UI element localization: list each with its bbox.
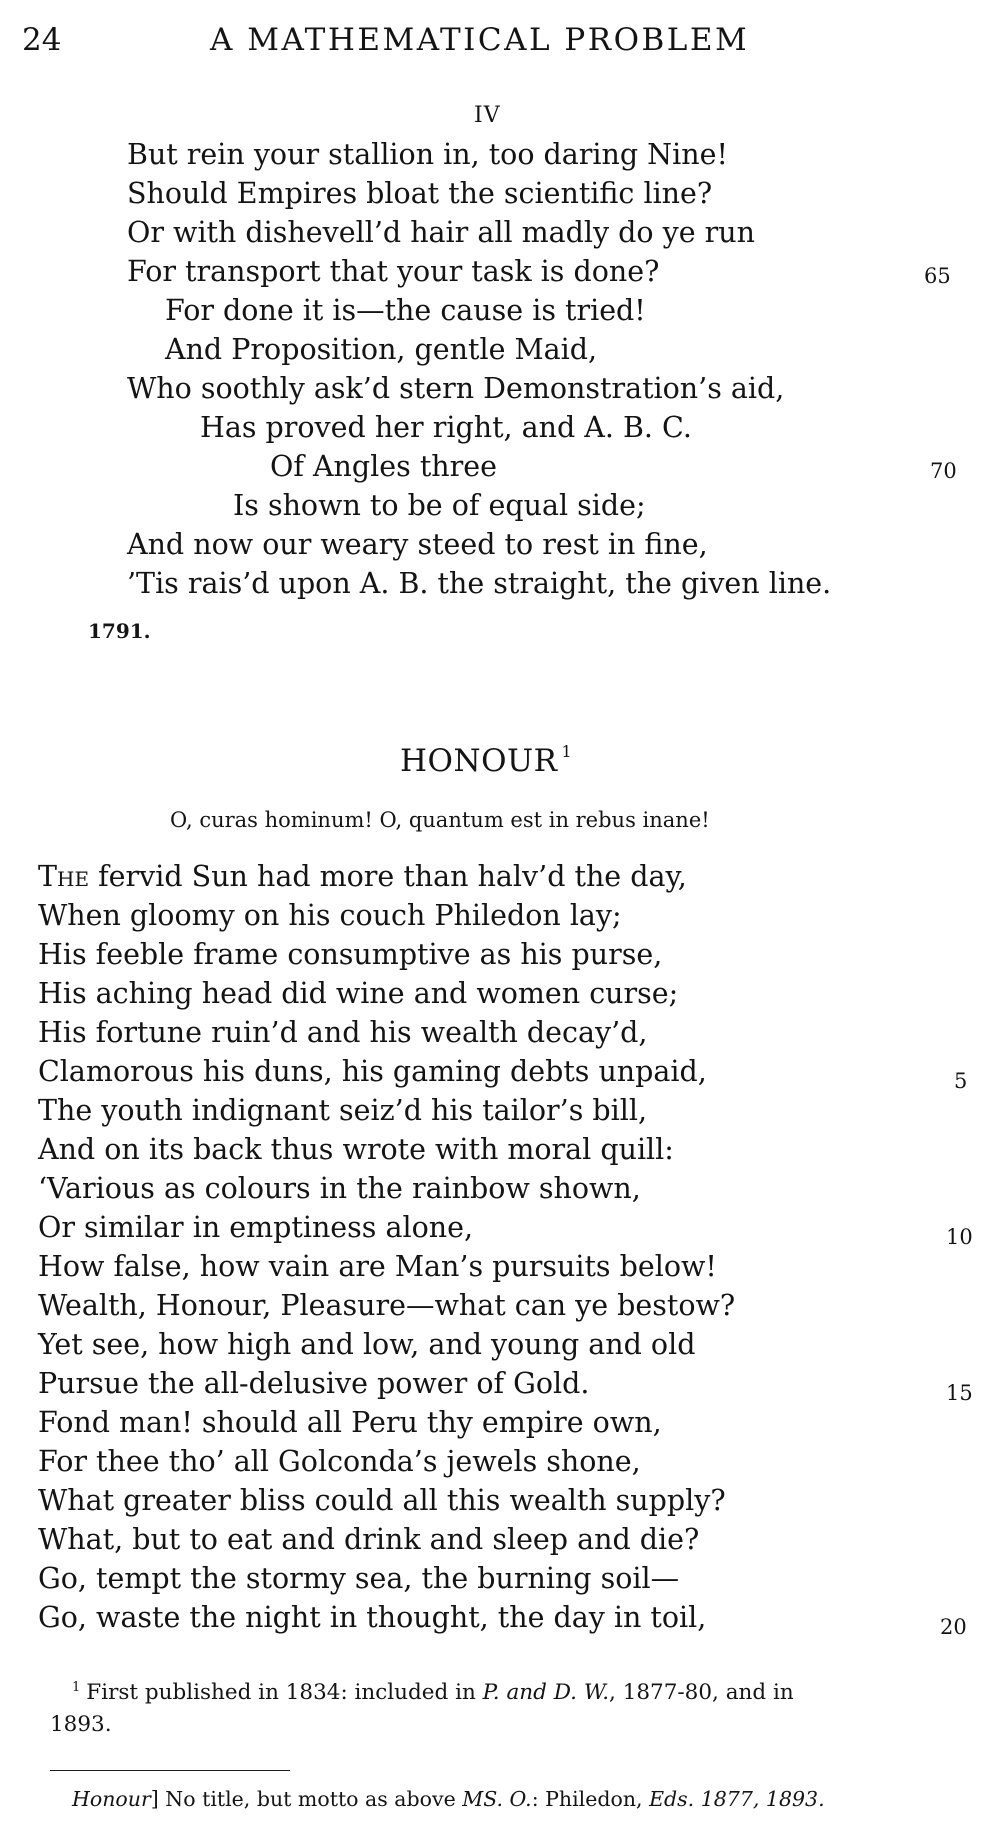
verse-line: Yet see, how high and low, and young and old	[38, 1328, 696, 1361]
footnote-marker: 1	[72, 1680, 81, 1695]
verse-line: For done it is—the cause is tried!	[165, 294, 646, 327]
verse-line: For thee tho’ all Golconda’s jewels shone,	[38, 1445, 641, 1478]
running-title: A MATHEMATICAL PROBLEM	[210, 22, 750, 58]
verse-line: And now our weary steed to rest in fine,	[127, 528, 708, 561]
verse-line: His aching head did wine and women curse;	[38, 977, 679, 1010]
poem-title-text: HONOUR	[400, 743, 558, 779]
first-word: The	[38, 860, 90, 893]
verse-line: What greater bliss could all this wealth supply?	[38, 1484, 726, 1517]
footnote-line-2: 1893.	[50, 1712, 112, 1737]
verse-line: Pursue the all-delusive power of Gold.	[38, 1367, 590, 1400]
poem-motto: O, curas hominum! O, quantum est in rebus inane!	[170, 808, 710, 832]
line-number: 10	[946, 1225, 973, 1249]
verse-line: Or with dishevell’d hair all madly do ye run	[127, 216, 755, 249]
line-number: 70	[930, 459, 957, 483]
verse-line: Go, tempt the stormy sea, the burning soil—	[38, 1562, 680, 1595]
verse-line: How false, how vain are Man’s pursuits below!	[38, 1250, 717, 1283]
first-line-rest: fervid Sun had more than halv’d the day,	[89, 860, 687, 893]
textual-note-ms: MS. O.	[462, 1787, 532, 1811]
poem-date: 1791.	[88, 619, 151, 643]
footnote-italic: P. and D. W.	[482, 1680, 610, 1705]
verse-line: But rein your stallion in, too daring Nine!	[127, 138, 728, 171]
verse-line: For transport that your task is done?	[127, 255, 660, 288]
verse-line: And on its back thus wrote with moral quill:	[38, 1133, 674, 1166]
footnote-marker: 1	[561, 742, 573, 761]
verse-line: Of Angles three	[270, 450, 497, 483]
verse-line: Should Empires bloat the scientific line?	[127, 177, 713, 210]
page-number: 24	[22, 22, 62, 58]
textual-note-text: : Philedon,	[531, 1787, 650, 1811]
textual-note-lemma: Honour	[72, 1787, 151, 1811]
verse-line: ‘Various as colours in the rainbow shown,	[38, 1172, 641, 1205]
textual-note-eds: Eds. 1877, 1893.	[649, 1787, 825, 1811]
verse-line: And Proposition, gentle Maid,	[165, 333, 598, 366]
footnote-line-1	[72, 1680, 794, 1705]
poem-title	[400, 742, 572, 779]
footnote-rule	[50, 1770, 290, 1771]
verse-line: His feeble frame consumptive as his purse,	[38, 938, 663, 971]
textual-note	[72, 1787, 825, 1811]
verse-line: Wealth, Honour, Pleasure—what can ye bestow?	[38, 1289, 736, 1322]
verse-line: Fond man! should all Peru thy empire own,	[38, 1406, 662, 1439]
verse-line: Or similar in emptiness alone,	[38, 1211, 474, 1244]
verse-line: What, but to eat and drink and sleep and die?	[38, 1523, 700, 1556]
verse-line: ’Tis rais’d upon A. B. the straight, the given line.	[127, 567, 832, 600]
footnote-text: First published in 1834: included in	[86, 1680, 483, 1705]
verse-line: Go, waste the night in thought, the day in toil,	[38, 1601, 707, 1634]
verse-line: His fortune ruin’d and his wealth decay’d,	[38, 1016, 648, 1049]
line-number: 20	[940, 1615, 967, 1639]
line-number: 5	[954, 1069, 968, 1093]
verse-line: Is shown to be of equal side;	[233, 489, 646, 522]
verse-line: Who soothly ask’d stern Demonstration’s aid,	[127, 372, 785, 405]
textual-note-text: ] No title, but motto as above	[150, 1787, 463, 1811]
verse-line: Has proved her right, and A. B. C.	[200, 411, 692, 444]
stanza-numeral: IV	[474, 103, 501, 128]
verse-line: When gloomy on his couch Philedon lay;	[38, 899, 622, 932]
verse-line: Clamorous his duns, his gaming debts unpaid,	[38, 1055, 707, 1088]
footnote-text: , 1877-80, and in	[609, 1680, 794, 1705]
verse-line: The youth indignant seiz’d his tailor’s bill,	[38, 1094, 648, 1127]
line-number: 15	[946, 1381, 973, 1405]
line-number: 65	[924, 264, 951, 288]
verse-line	[38, 858, 687, 896]
